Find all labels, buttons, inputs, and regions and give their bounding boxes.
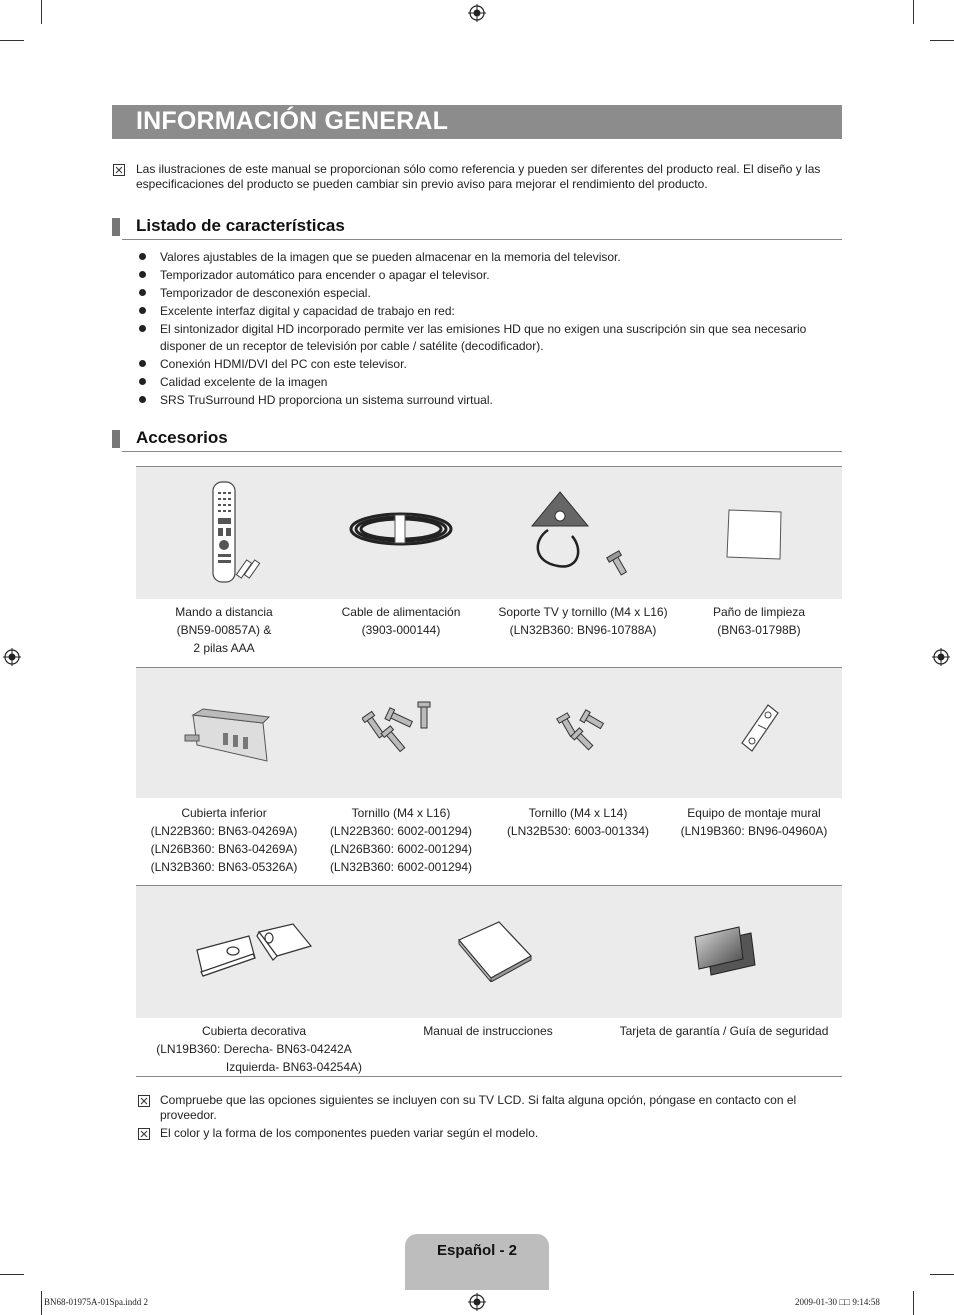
power-cable-icon bbox=[345, 505, 457, 555]
feature-text: Temporizador automático para encender o apagar el televisor. bbox=[160, 268, 490, 282]
bullet-icon bbox=[139, 378, 146, 385]
section-marker bbox=[112, 218, 120, 236]
note-icon bbox=[138, 1095, 150, 1107]
feature-item bbox=[138, 321, 838, 354]
feature-text: Conexión HDMI/DVI del PC con este televisor. bbox=[160, 356, 407, 371]
feature-item bbox=[138, 249, 838, 266]
caption-line: Cubierta decorativa bbox=[201, 1024, 307, 1038]
caption-line: Paño de limpieza bbox=[712, 605, 806, 619]
instruction-manual-icon bbox=[455, 920, 535, 982]
bullet-icon bbox=[139, 396, 146, 403]
accessory-caption bbox=[410, 1022, 566, 1040]
accessories-note: El color y la forma de los componentes pueden variar según el modelo. bbox=[160, 1126, 539, 1140]
accessory-caption bbox=[612, 1022, 836, 1040]
print-timestamp: 2009-01-30 □□ 9:14:58 bbox=[795, 1297, 880, 1307]
section-divider bbox=[122, 239, 842, 240]
feature-text: Calidad excelente de la imagen bbox=[160, 374, 328, 389]
feature-item bbox=[138, 267, 838, 284]
file-name: BN68-01975A-01Spa.indd 2 bbox=[44, 1297, 148, 1307]
features-list bbox=[138, 249, 838, 410]
caption-line: 2 pilas AAA bbox=[193, 641, 255, 655]
accessory-caption bbox=[136, 804, 312, 876]
cleaning-cloth-icon bbox=[723, 507, 785, 563]
caption-line: (LN19B360: Derecha- BN63-04242A bbox=[156, 1042, 352, 1056]
accessory-caption bbox=[676, 603, 842, 639]
bullet-icon bbox=[139, 360, 146, 367]
accessory-caption bbox=[314, 603, 488, 639]
features-title: Listado de características bbox=[136, 216, 345, 235]
accessory-caption bbox=[314, 804, 488, 876]
feature-item bbox=[138, 392, 838, 409]
remote-control-icon bbox=[205, 480, 265, 586]
crop-mark bbox=[41, 0, 42, 24]
caption-line: (LN32B360: 6002-001294) bbox=[329, 860, 473, 874]
caption-line: (BN59-00857A) & bbox=[176, 623, 272, 637]
caption-line: (LN32B530: 6003-001334) bbox=[506, 824, 650, 838]
caption-line: Tarjeta de garantía / Guía de seguridad bbox=[619, 1024, 829, 1038]
crop-mark bbox=[930, 1274, 954, 1275]
registration-mark-icon bbox=[3, 648, 21, 666]
accessory-caption bbox=[136, 603, 312, 657]
wall-mount-kit-icon bbox=[738, 703, 780, 755]
note-icon bbox=[113, 164, 125, 176]
caption-line: (LN22B360: 6002-001294) bbox=[329, 824, 473, 838]
caption-line: (LN19B360: BN96-04960A) bbox=[680, 824, 828, 838]
caption-line: Soporte TV y tornillo (M4 x L16) bbox=[498, 605, 668, 619]
bullet-icon bbox=[139, 253, 146, 260]
feature-item bbox=[138, 285, 838, 302]
accessory-caption bbox=[676, 804, 832, 840]
section-divider bbox=[122, 451, 842, 452]
accessory-caption bbox=[490, 804, 666, 840]
accessory-caption bbox=[490, 603, 676, 639]
crop-mark bbox=[0, 1274, 24, 1275]
bullet-icon bbox=[139, 271, 146, 278]
caption-line: (LN26B360: 6002-001294) bbox=[329, 842, 473, 856]
feature-text: Excelente interfaz digital y capacidad de trabajo en red: bbox=[160, 304, 455, 318]
accessories-title: Accesorios bbox=[136, 428, 228, 447]
page-number-badge bbox=[405, 1234, 549, 1290]
caption-line: Cubierta inferior bbox=[181, 806, 267, 820]
section-marker bbox=[112, 430, 120, 448]
caption-line: (LN26B360: BN63-04269A) bbox=[150, 842, 298, 856]
caption-line: (LN32B360: BN63-05326A) bbox=[150, 860, 298, 874]
screws-l14-icon bbox=[555, 704, 611, 756]
feature-item bbox=[138, 356, 838, 373]
bullet-icon bbox=[139, 289, 146, 296]
feature-text: SRS TruSurround HD proporciona un sistema surround virtual. bbox=[160, 392, 493, 407]
feature-text: Valores ajustables de la imagen que se pueden almacenar en la memoria del televisor. bbox=[160, 250, 621, 264]
caption-line: Mando a distancia bbox=[175, 605, 273, 619]
caption-line: (LN32B360: BN96-10788A) bbox=[509, 623, 657, 637]
accessories-note: Compruebe que las opciones siguientes se incluyen con su TV LCD. Si falta alguna opción, póngase en contacto con el proveedor. bbox=[160, 1093, 797, 1122]
registration-mark-icon bbox=[468, 1293, 486, 1311]
crop-mark bbox=[913, 1291, 914, 1315]
tv-holder-screw-icon bbox=[528, 490, 638, 576]
caption-line: Izquierda- BN63-04254A) bbox=[225, 1060, 362, 1074]
page-number: Español - 2 bbox=[436, 1242, 518, 1259]
bullet-icon bbox=[139, 325, 146, 332]
caption-line: Tornillo (M4 x L16) bbox=[351, 806, 451, 820]
table-divider bbox=[136, 1076, 842, 1077]
bullet-icon bbox=[139, 307, 146, 314]
feature-text: El sintonizador digital HD incorporado permite ver las emisiones HD que no exigen una suscripción sin que sea necesario disponer de un receptor de televisión por cable / satélite (decodificador). bbox=[160, 322, 807, 353]
screws-l16-icon bbox=[362, 700, 434, 758]
registration-mark-icon bbox=[932, 648, 950, 666]
caption-line: (LN22B360: BN63-04269A) bbox=[150, 824, 298, 838]
feature-item bbox=[138, 303, 838, 320]
warranty-card-icon bbox=[693, 925, 757, 979]
crop-mark bbox=[41, 1291, 42, 1315]
feature-text: Temporizador de desconexión especial. bbox=[160, 286, 371, 300]
caption-line: Equipo de montaje mural bbox=[687, 806, 821, 820]
note-icon bbox=[138, 1128, 150, 1140]
crop-mark bbox=[913, 0, 914, 24]
accessory-caption bbox=[136, 1022, 372, 1076]
caption-line: Manual de instrucciones bbox=[423, 1024, 553, 1038]
page-header bbox=[112, 105, 842, 139]
decorative-cover-icon bbox=[193, 920, 313, 980]
crop-mark bbox=[0, 40, 24, 41]
caption-line: (3903-000144) bbox=[361, 623, 441, 637]
registration-mark-icon bbox=[468, 4, 486, 22]
caption-line: Cable de alimentación bbox=[341, 605, 461, 619]
caption-line: (BN63-01798B) bbox=[717, 623, 801, 637]
bottom-cover-icon bbox=[183, 705, 273, 767]
intro-note: Las ilustraciones de este manual se proporcionan sólo como referencia y pueden ser diferentes del producto real. El diseño y las especificaciones del producto se pueden cambiar sin previo aviso para mejorar el rendimiento del producto. bbox=[136, 162, 821, 191]
crop-mark bbox=[930, 40, 954, 41]
page-title: INFORMACIÓN GENERAL bbox=[136, 107, 449, 135]
feature-item bbox=[138, 374, 838, 391]
caption-line: Tornillo (M4 x L14) bbox=[528, 806, 628, 820]
